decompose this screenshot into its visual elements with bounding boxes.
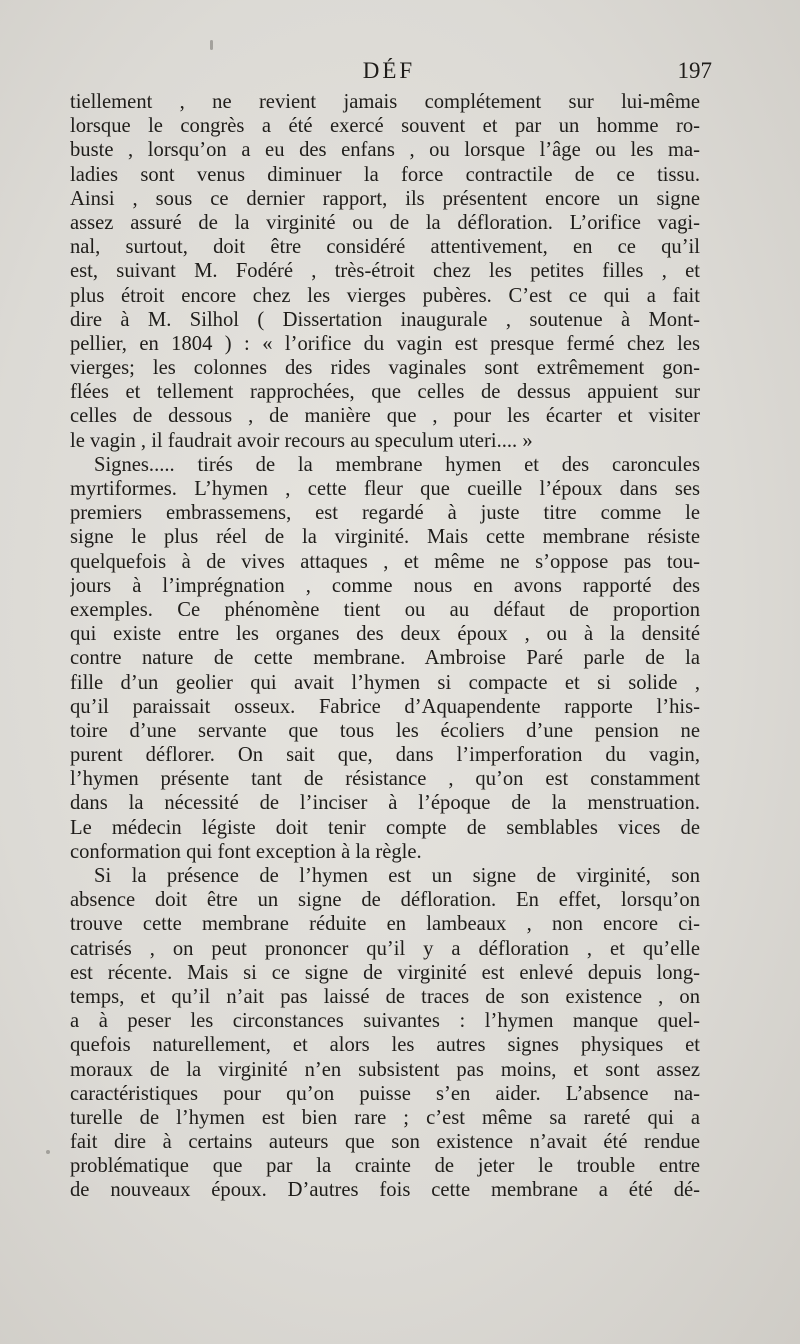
text-line: est, suivant M. Fodéré , très-étroit chez les petites filles , et: [70, 260, 700, 283]
text-line: problématique que par la crainte de jeter le trouble entre: [70, 1155, 700, 1178]
text-line: conformation qui font exception à la règle.: [70, 840, 422, 863]
text-line: Le médecin légiste doit tenir compte de semblables vices de: [70, 816, 700, 839]
text-line: vierges; les colonnes des rides vaginales sont extrêmement gon-: [70, 357, 700, 380]
text-line: toire d’une servante que tous les écoliers d’une pension ne: [70, 719, 700, 742]
text-line: ladies sont venus diminuer la force contractile de ce tissu.: [70, 163, 700, 186]
section-heading-line: Signes..... tirés de la membrane hymen et des caroncules: [94, 453, 700, 476]
text-line: tiellement , ne revient jamais complétement sur lui-même: [70, 91, 700, 113]
text-line: fait dire à certains auteurs que son existence n’avait été rendue: [70, 1131, 700, 1154]
stray-mark: [46, 1150, 50, 1154]
text-line: est récente. Mais si ce signe de virginité est enlevé depuis long-: [70, 961, 700, 984]
text-line: catrisés , on peut prononcer qu’il y a défloration , et qu’elle: [70, 937, 700, 960]
text-line: Ainsi , sous ce dernier rapport, ils présentent encore un signe: [70, 187, 700, 210]
page-header: [66, 58, 712, 92]
text-line: signe le plus réel de la virginité. Mais cette membrane résiste: [70, 526, 700, 549]
text-line: fille d’un geolier qui avait l’hymen si compacte et si solide ,: [70, 671, 700, 694]
text-line: dans la nécessité de l’inciser à l’époque de la menstruation.: [70, 792, 700, 815]
text-line: exemples. Ce phénomène tient ou au défaut de proportion: [70, 598, 700, 621]
text-line: jours à l’imprégnation , comme nous en avons rapporté des: [70, 574, 700, 597]
text-line: celles de dessous , de manière que , pour les écarter et visiter: [70, 405, 700, 428]
text-line: myrtiformes. L’hymen , cette fleur que cueille l’époux dans ses: [70, 478, 700, 500]
text-line: caractéristiques pour qu’on puisse s’en aider. L’absence na-: [70, 1082, 700, 1105]
text-line: quelquefois à de vives attaques , et même ne s’oppose pas tou-: [70, 550, 700, 573]
text-line: purent déflorer. On sait que, dans l’imperforation du vagin,: [70, 744, 700, 767]
text-line: temps, et qu’il n’ait pas laissé de traces de son existence , on: [70, 985, 700, 1008]
text-line: plus étroit encore chez les vierges pubères. C’est ce qui a fait: [70, 284, 700, 307]
text-line: lorsque le congrès a été exercé souvent et par un homme ro-: [70, 115, 700, 138]
text-line: qui existe entre les organes des deux époux , ou à la densité: [70, 623, 700, 646]
text-line: le vagin , il faudrait avoir recours au speculum uteri.... »: [70, 429, 533, 452]
text-line: l’hymen présente tant de résistance , qu’on est constamment: [70, 768, 700, 791]
text-line: pellier, en 1804 ) : « l’orifice du vagin est presque fermé chez les: [70, 332, 700, 355]
text-line: de nouveaux époux. D’autres fois cette membrane a été dé-: [70, 1179, 700, 1202]
text-line: assez assuré de la virginité ou de la défloration. L’orifice vagi-: [70, 211, 700, 234]
text-line: flées et tellement rapprochées, que celles de dessus appuient sur: [70, 381, 700, 404]
text-line: qu’il paraissait osseux. Fabrice d’Aquapendente rapporte l’his-: [70, 695, 700, 718]
text-line: a à peser les circonstances suivantes : l’hymen manque quel-: [70, 1010, 700, 1033]
stray-mark: [210, 40, 213, 50]
text-line: moraux de la virginité n’en subsistent pas moins, et sont assez: [70, 1058, 700, 1081]
text-line: premiers embrassemens, est regardé à juste titre comme le: [70, 502, 700, 525]
text-line: Si la présence de l’hymen est un signe de virginité, son: [94, 865, 700, 887]
body-text: [70, 90, 700, 1203]
text-line: contre nature de cette membrane. Ambroise Paré parle de la: [70, 647, 700, 670]
text-line: turelle de l’hymen est bien rare ; c’est même sa rareté qui a: [70, 1106, 700, 1129]
text-line: buste , lorsqu’on a eu des enfans , ou lorsque l’âge ou les ma-: [70, 139, 700, 162]
running-head: DÉF: [362, 58, 416, 83]
text-line: absence doit être un signe de défloration. En effet, lorsqu’on: [70, 889, 700, 912]
text-line: quefois naturellement, et alors les autres signes physiques et: [70, 1034, 700, 1057]
text-line: dire à M. Silhol ( Dissertation inaugurale , soutenue à Mont-: [70, 308, 700, 331]
text-line: trouve cette membrane réduite en lambeaux , non encore ci-: [70, 913, 700, 936]
page-number: 197: [677, 58, 712, 83]
text-line: nal, surtout, doit être considéré attentivement, en ce qu’il: [70, 236, 700, 259]
